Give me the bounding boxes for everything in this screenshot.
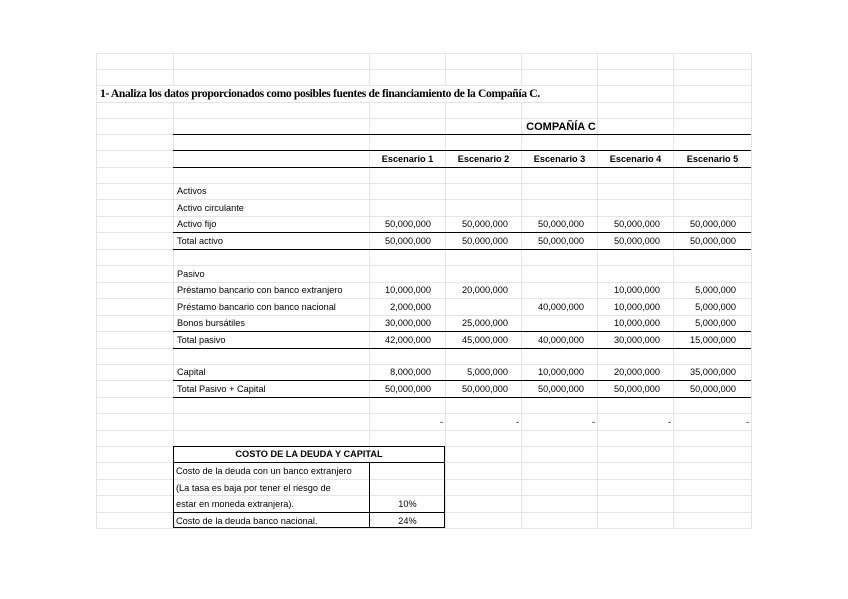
liability-value: 10,000,000: [385, 285, 431, 295]
gridline-horizontal: [96, 102, 752, 103]
gridline-horizontal: [96, 430, 752, 431]
total-liabilities-capital-value: 50,000,000: [690, 384, 736, 394]
total-liabilities-label: Total pasivo: [177, 335, 226, 345]
fixed-assets-value: 50,000,000: [538, 219, 584, 229]
total-liabilities-value: 42,000,000: [385, 335, 431, 345]
cost-row-divider: [173, 512, 445, 513]
gridline-horizontal: [96, 53, 752, 54]
total-liabilities-value: 45,000,000: [462, 335, 508, 345]
capital-value: 8,000,000: [390, 367, 431, 377]
liability-value: 5,000,000: [695, 302, 736, 312]
capital-value: 5,000,000: [467, 367, 508, 377]
liability-value: 10,000,000: [614, 285, 660, 295]
total-liabilities-value: 40,000,000: [538, 335, 584, 345]
liabilities-heading: Pasivo: [177, 269, 205, 279]
header-bottom-border: [173, 167, 751, 168]
scenario-header-5: Escenario 5: [686, 154, 739, 164]
gridline-horizontal: [96, 118, 752, 119]
liability-value: 30,000,000: [385, 318, 431, 328]
total-liabilities-capital-label: Total Pasivo + Capital: [177, 384, 266, 394]
company-name: COMPAÑÍA C: [526, 121, 596, 133]
fixed-assets-label: Activo fijo: [177, 219, 217, 229]
liability-value: 20,000,000: [462, 285, 508, 295]
liability-value: 5,000,000: [695, 318, 736, 328]
capital-value: 20,000,000: [614, 367, 660, 377]
total-assets-bottom-border: [173, 249, 751, 250]
liability-label-domestic-loan: Préstamo bancario con banco nacional: [177, 302, 336, 312]
fixed-assets-value: 50,000,000: [385, 219, 431, 229]
total-assets-value: 50,000,000: [538, 236, 584, 246]
page-title: 1- Analiza los datos proporcionados como posibles fuentes de financiamiento de la Compañía C.: [100, 87, 540, 100]
liability-value: 5,000,000: [695, 285, 736, 295]
liability-value: 2,000,000: [390, 302, 431, 312]
gridline-horizontal: [96, 282, 752, 283]
total-liabilities-value: 30,000,000: [614, 335, 660, 345]
liability-value: 25,000,000: [462, 318, 508, 328]
difference-value: -: [667, 417, 671, 427]
capital-label: Capital: [177, 367, 206, 377]
total-liabilities-capital-value: 50,000,000: [614, 384, 660, 394]
liability-value: 10,000,000: [614, 302, 660, 312]
liability-value: 10,000,000: [614, 318, 660, 328]
assets-heading: Activos: [177, 186, 207, 196]
gridline-horizontal: [96, 69, 752, 70]
gridline-horizontal: [96, 315, 752, 316]
difference-value: -: [591, 417, 595, 427]
foreign-cost-label-line-3: estar en moneda extranjera).: [176, 499, 294, 509]
foreign-cost-rate: 10%: [398, 499, 417, 509]
total-assets-value: 50,000,000: [614, 236, 660, 246]
scenario-header-4: Escenario 4: [609, 154, 662, 164]
total-assets-top-border: [173, 232, 751, 233]
liability-label-bonds: Bonos bursátiles: [177, 318, 245, 328]
header-top-border: [173, 150, 751, 151]
gridline-horizontal: [96, 265, 752, 266]
gridline-horizontal: [96, 413, 752, 414]
total-assets-value: 50,000,000: [690, 236, 736, 246]
fixed-assets-value: 50,000,000: [462, 219, 508, 229]
gridline-vertical: [751, 53, 752, 529]
total-liabilities-top-border: [173, 331, 751, 332]
difference-value: -: [439, 417, 443, 427]
total-capital-top-border: [173, 380, 751, 381]
total-liabilities-bottom-border: [173, 348, 751, 349]
total-liabilities-value: 15,000,000: [690, 335, 736, 345]
total-liabilities-capital-value: 50,000,000: [462, 384, 508, 394]
cost-title: COSTO DE LA DEUDA Y CAPITAL: [235, 449, 383, 459]
gridline-vertical: [96, 53, 97, 529]
gridline-horizontal: [96, 183, 752, 184]
scenario-header-3: Escenario 3: [533, 154, 586, 164]
capital-value: 10,000,000: [538, 367, 584, 377]
liability-value: 40,000,000: [538, 302, 584, 312]
current-assets-label: Activo circulante: [177, 203, 244, 213]
domestic-cost-rate: 24%: [398, 516, 417, 526]
foreign-cost-label-line-2: (La tasa es baja por tener el riesgo de: [176, 483, 331, 493]
total-assets-value: 50,000,000: [462, 236, 508, 246]
gridline-horizontal: [96, 199, 752, 200]
total-assets-label: Total activo: [177, 236, 223, 246]
gridline-horizontal: [96, 298, 752, 299]
cost-title-border: [173, 462, 445, 463]
gridline-horizontal: [96, 364, 752, 365]
difference-value: -: [515, 417, 519, 427]
fixed-assets-value: 50,000,000: [690, 219, 736, 229]
fixed-assets-value: 50,000,000: [614, 219, 660, 229]
total-assets-value: 50,000,000: [385, 236, 431, 246]
total-liabilities-capital-value: 50,000,000: [538, 384, 584, 394]
total-capital-bottom-border: [173, 397, 751, 398]
domestic-cost-label: Costo de la deuda banco nacional.: [176, 516, 318, 526]
capital-value: 35,000,000: [690, 367, 736, 377]
total-liabilities-capital-value: 50,000,000: [385, 384, 431, 394]
company-underline: [173, 134, 751, 135]
gridline-horizontal: [96, 528, 752, 529]
scenario-header-2: Escenario 2: [457, 154, 510, 164]
difference-value: -: [745, 417, 749, 427]
foreign-cost-label-line-1: Costo de la deuda con un banco extranjero: [176, 466, 352, 476]
liability-label-foreign-loan: Préstamo bancario con banco extranjero: [177, 285, 343, 295]
scenario-header-1: Escenario 1: [381, 154, 434, 164]
gridline-horizontal: [96, 216, 752, 217]
